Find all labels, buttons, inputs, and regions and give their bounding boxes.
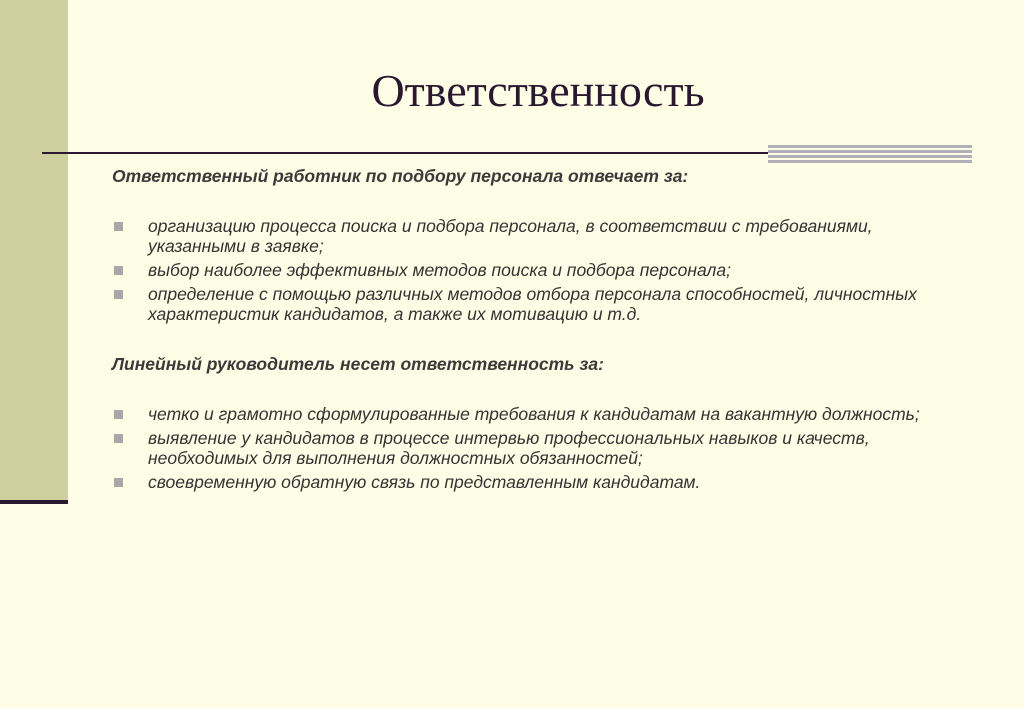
title-accent-stripes	[768, 145, 972, 163]
list-item	[112, 428, 972, 468]
left-decor-rule	[0, 500, 68, 504]
square-bullet-icon	[114, 478, 123, 487]
slide-content	[112, 166, 972, 496]
list-item	[112, 216, 972, 256]
list-item-text: выявление у кандидатов в процессе интервью профессиональных навыков и качеств, необходимых для выполнения должностных обязанностей;	[148, 428, 870, 468]
section-heading-recruiter: Ответственный работник по подбору персонала отвечает за:	[112, 166, 689, 186]
square-bullet-icon	[114, 410, 123, 419]
list-item	[112, 260, 972, 280]
list-item-text: организацию процесса поиска и подбора персонала, в соответствии с требованиями, указанными в заявке;	[148, 216, 873, 256]
square-bullet-icon	[114, 222, 123, 231]
square-bullet-icon	[114, 290, 123, 299]
square-bullet-icon	[114, 434, 123, 443]
list-item-text: определение с помощью различных методов отбора персонала способностей, личностных характеристик кандидатов, а также их мотивацию и т.д.	[148, 284, 917, 324]
square-bullet-icon	[114, 266, 123, 275]
list-item	[112, 472, 972, 492]
list-item	[112, 284, 972, 324]
recruiter-responsibilities-list	[112, 216, 972, 324]
slide-title: Ответственность	[371, 65, 705, 116]
section-heading-line-manager: Линейный руководитель несет ответственность за:	[112, 354, 604, 374]
list-item-text: четко и грамотно сформулированные требования к кандидатам на вакантную должность;	[148, 404, 920, 424]
list-item-text: выбор наиболее эффективных методов поиска и подбора персонала;	[148, 260, 731, 280]
list-item-text: своевременную обратную связь по представленным кандидатам.	[148, 472, 701, 492]
manager-responsibilities-list	[112, 404, 972, 492]
list-item	[112, 404, 972, 424]
